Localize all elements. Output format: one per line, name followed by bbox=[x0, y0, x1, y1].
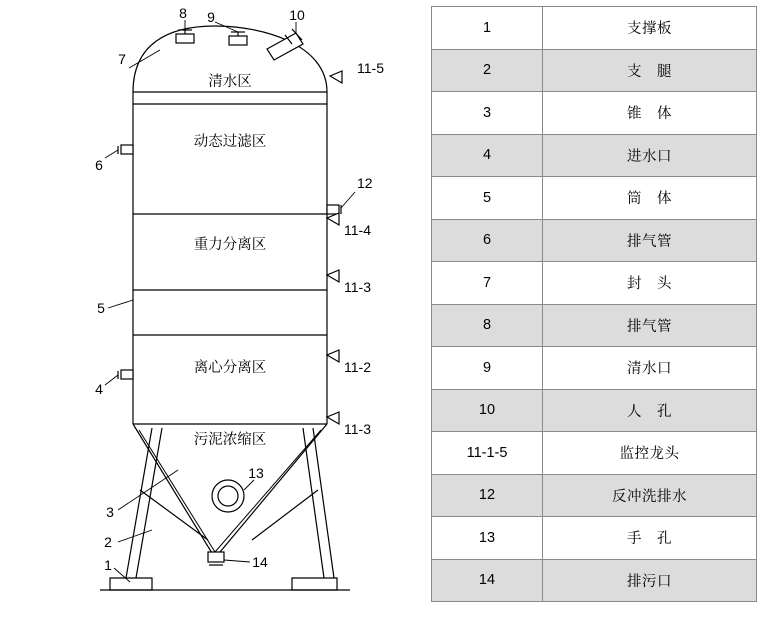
legend-table-body bbox=[432, 7, 757, 602]
legend-name: 排气管 bbox=[543, 304, 757, 347]
callout-11-4: 11-4 bbox=[344, 222, 371, 238]
callout-11-3-upper: 11-3 bbox=[344, 279, 371, 295]
table-row bbox=[432, 517, 757, 560]
table-row bbox=[432, 262, 757, 305]
legend-name: 封 头 bbox=[543, 262, 757, 305]
legend-name: 清水口 bbox=[543, 347, 757, 390]
legend-table bbox=[431, 6, 757, 602]
zone-label-sludge-thickening: 污泥浓缩区 bbox=[193, 432, 267, 448]
table-row bbox=[432, 474, 757, 517]
callout-11-5-label: 11-5 bbox=[357, 60, 384, 76]
legend-name: 反冲洗排水 bbox=[543, 474, 757, 517]
callout-1: 1 bbox=[104, 557, 112, 573]
legend-index: 14 bbox=[432, 559, 543, 602]
table-row bbox=[432, 219, 757, 262]
table-row bbox=[432, 177, 757, 220]
legend-index: 5 bbox=[432, 177, 543, 220]
legend-name: 监控龙头 bbox=[543, 432, 757, 475]
legend-index: 13 bbox=[432, 517, 543, 560]
legend-index: 8 bbox=[432, 304, 543, 347]
legend-index: 12 bbox=[432, 474, 543, 517]
callout-14: 14 bbox=[252, 554, 268, 570]
callout-11-5: 10 bbox=[289, 7, 305, 23]
callout-7: 7 bbox=[118, 51, 126, 67]
callout-6: 6 bbox=[95, 157, 103, 173]
legend-name: 进水口 bbox=[543, 134, 757, 177]
zone-label-dynamic-filtration: 动态过滤区 bbox=[193, 134, 267, 150]
table-row bbox=[432, 559, 757, 602]
legend-index: 11-1-5 bbox=[432, 432, 543, 475]
table-row bbox=[432, 304, 757, 347]
legend-name: 排污口 bbox=[543, 559, 757, 602]
legend-name: 支撑板 bbox=[543, 7, 757, 50]
table-row bbox=[432, 432, 757, 475]
zone-label-gravity-separation: 重力分离区 bbox=[193, 237, 267, 253]
callout-13: 13 bbox=[248, 465, 264, 481]
legend-index: 2 bbox=[432, 49, 543, 92]
legend-index: 6 bbox=[432, 219, 543, 262]
legend-index: 4 bbox=[432, 134, 543, 177]
legend-name: 排气管 bbox=[543, 219, 757, 262]
legend-index: 9 bbox=[432, 347, 543, 390]
table-row bbox=[432, 92, 757, 135]
callout-11-2: 11-2 bbox=[344, 359, 371, 375]
callout-9: 9 bbox=[207, 9, 215, 25]
zone-label-centrifugal-separation: 离心分离区 bbox=[193, 360, 267, 376]
legend-index: 7 bbox=[432, 262, 543, 305]
legend-name: 锥 体 bbox=[543, 92, 757, 135]
callout-11-3-lower: 11-3 bbox=[344, 421, 371, 437]
table-row bbox=[432, 134, 757, 177]
legend-name: 筒 体 bbox=[543, 177, 757, 220]
callout-4: 4 bbox=[95, 381, 103, 397]
table-row bbox=[432, 389, 757, 432]
legend-index: 10 bbox=[432, 389, 543, 432]
legend-name: 支 腿 bbox=[543, 49, 757, 92]
zone-label-clear-water: 清水区 bbox=[208, 74, 252, 90]
callout-2: 2 bbox=[104, 534, 112, 550]
legend-name: 人 孔 bbox=[543, 389, 757, 432]
callout-12: 12 bbox=[357, 175, 373, 191]
legend-index: 1 bbox=[432, 7, 543, 50]
table-row bbox=[432, 7, 757, 50]
table-row bbox=[432, 347, 757, 390]
legend-name: 手 孔 bbox=[543, 517, 757, 560]
callout-8: 8 bbox=[179, 5, 187, 21]
table-row bbox=[432, 49, 757, 92]
callout-5: 5 bbox=[97, 300, 105, 316]
legend-index: 3 bbox=[432, 92, 543, 135]
callout-3: 3 bbox=[106, 504, 114, 520]
